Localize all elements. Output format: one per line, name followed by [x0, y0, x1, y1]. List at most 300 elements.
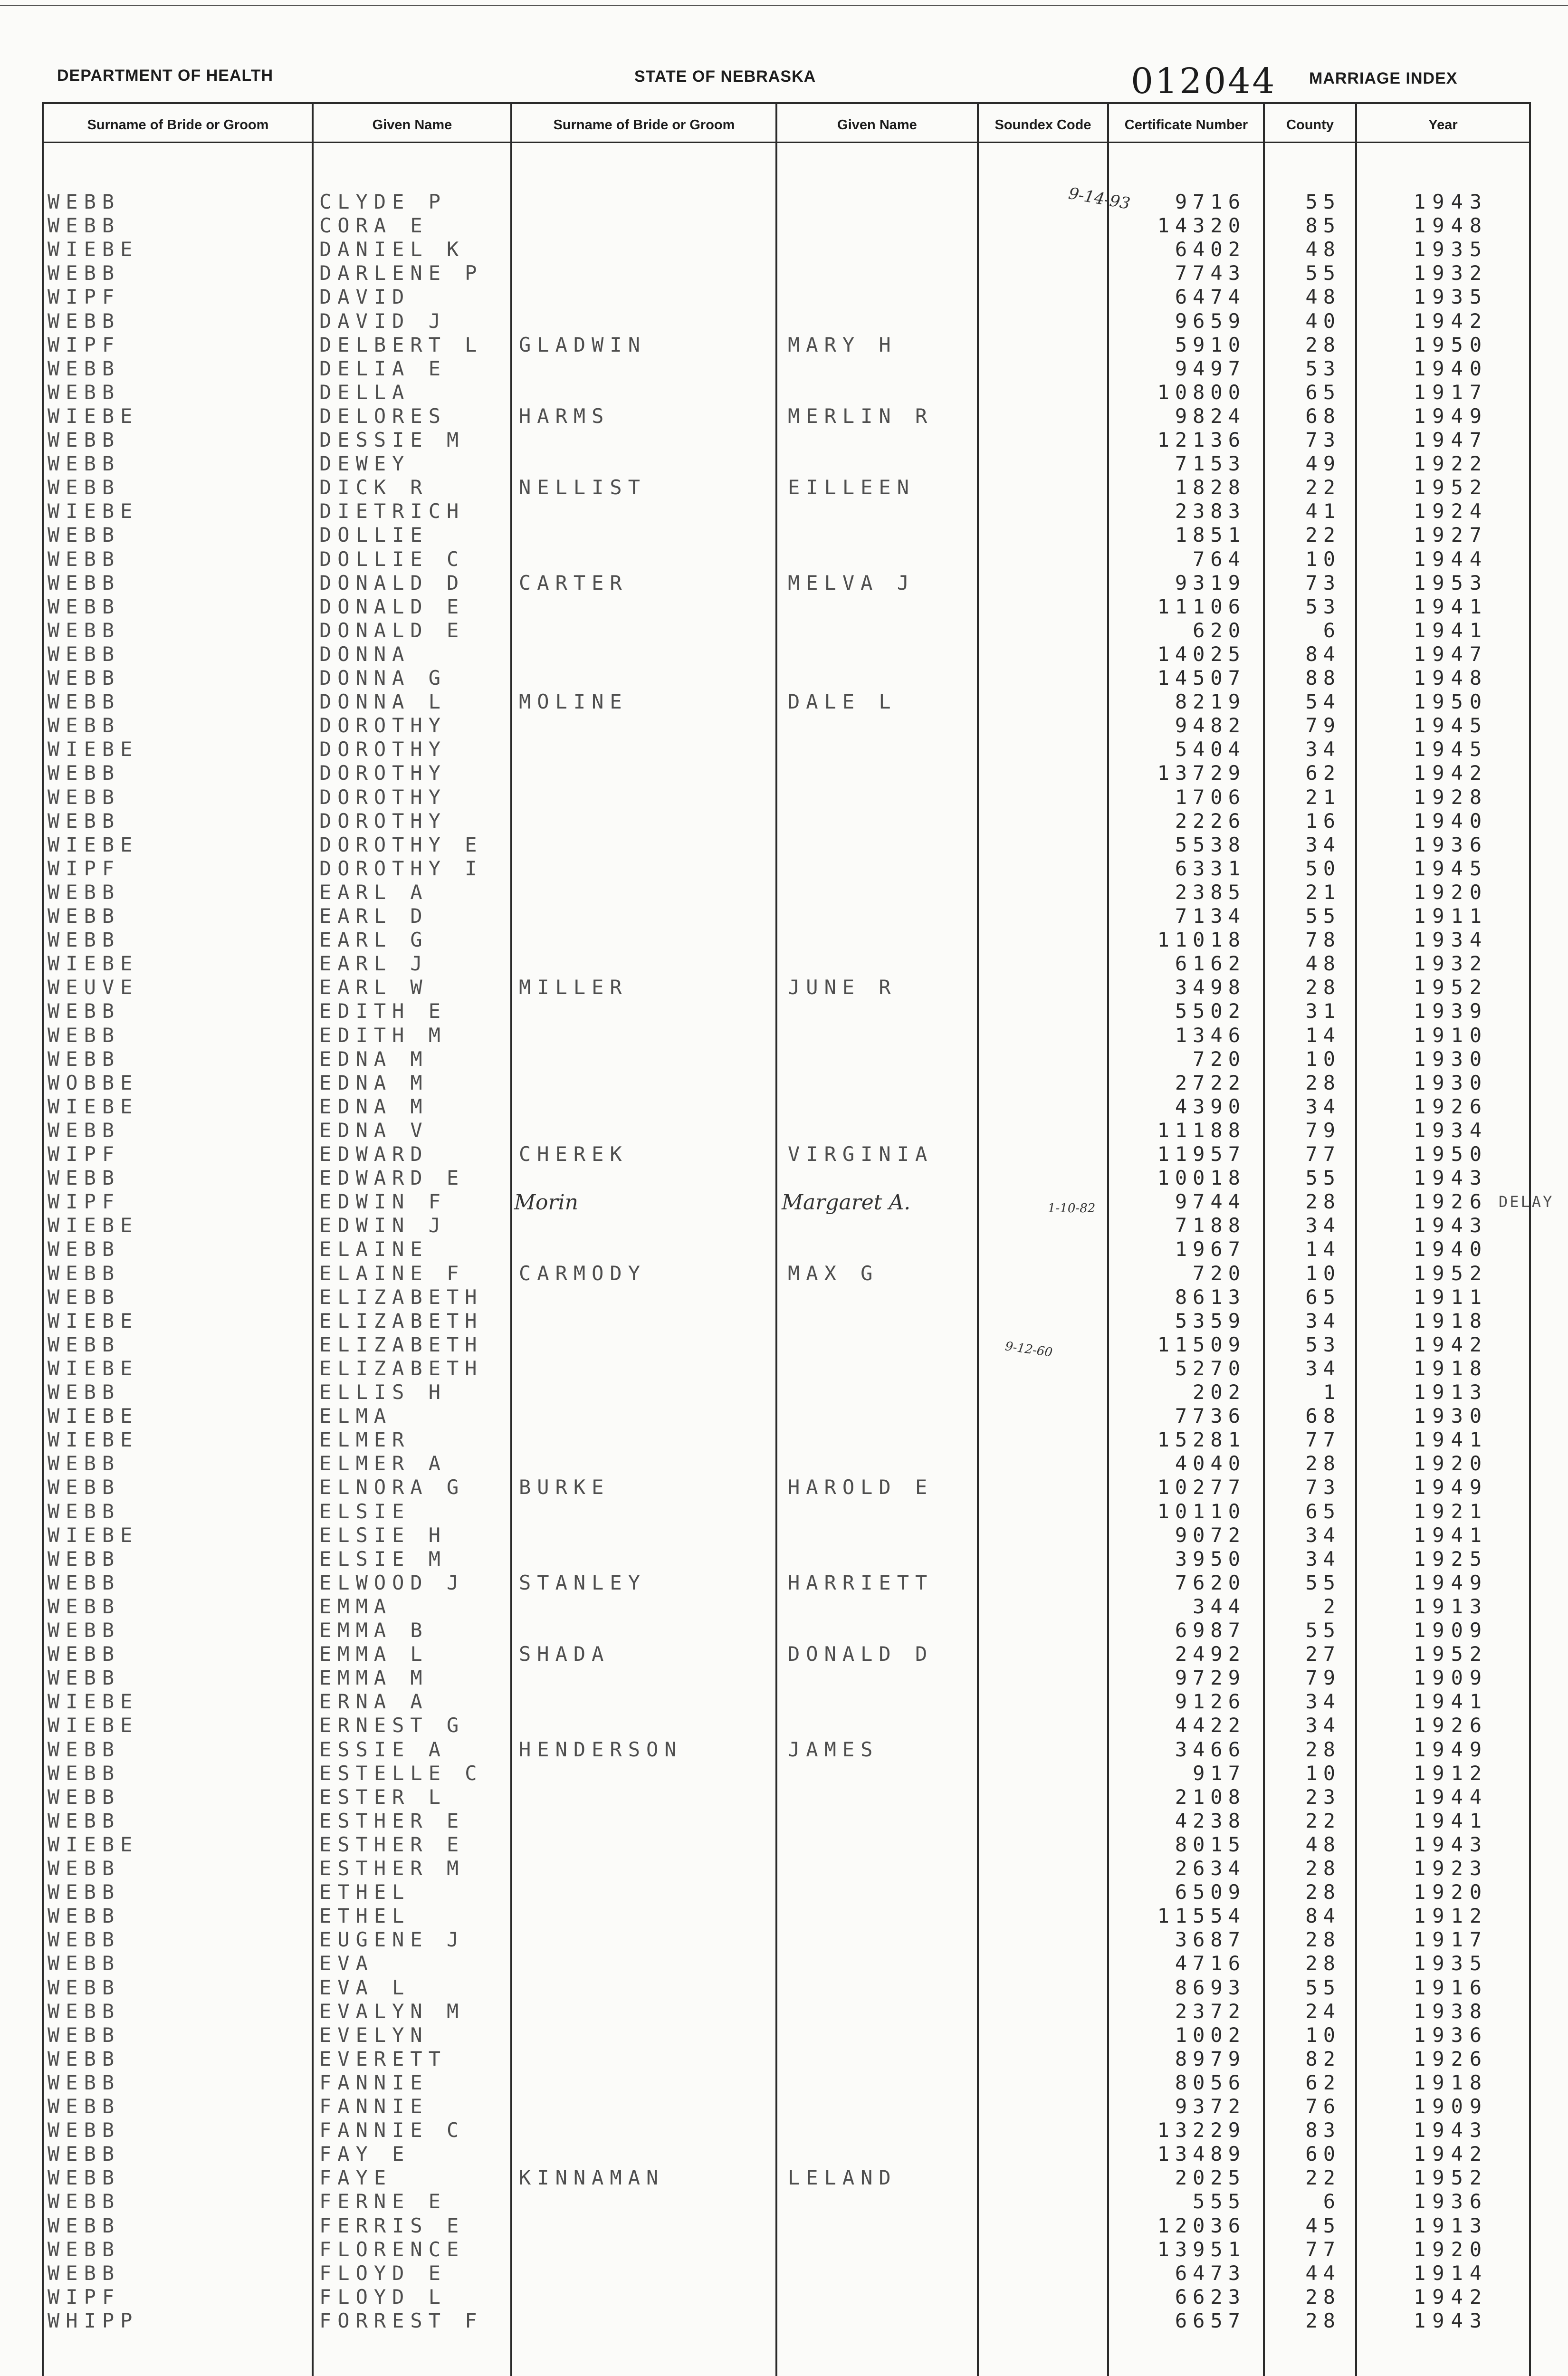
row-given-name: DESSIE M	[319, 428, 465, 451]
table-row	[0, 238, 1568, 261]
row-surname: WEBB	[48, 1262, 121, 1285]
row-certificate-number: 9659	[1175, 309, 1246, 333]
row-given-name: EARL J	[319, 952, 429, 975]
row-surname: WIEBE	[48, 1214, 139, 1237]
table-row	[0, 881, 1568, 904]
row-year: 1952	[1414, 976, 1489, 999]
row-certificate-number: 7188	[1175, 1214, 1246, 1237]
row-year: 1942	[1414, 2142, 1489, 2165]
row-certificate-number: 9729	[1175, 1666, 1246, 1689]
table-row	[0, 1857, 1568, 1880]
row-spouse-surname: NELLIST	[519, 476, 647, 499]
row-given-name: FAYE	[319, 2166, 392, 2189]
row-certificate-number: 4238	[1175, 1809, 1246, 1832]
row-certificate-number: 9716	[1175, 190, 1246, 213]
row-given-name: EDNA M	[319, 1047, 429, 1071]
row-county: 28	[1305, 2285, 1341, 2309]
table-row	[0, 1880, 1568, 1904]
row-certificate-number: 1967	[1175, 1237, 1246, 1261]
table-row	[0, 1166, 1568, 1190]
row-year: 1945	[1414, 857, 1489, 880]
row-certificate-number: 1002	[1175, 2023, 1246, 2047]
row-given-name: EARL W	[319, 976, 429, 999]
table-row	[0, 1119, 1568, 1142]
row-spouse-surname: GLADWIN	[519, 333, 647, 356]
row-given-name: DONNA L	[319, 690, 447, 713]
row-year: 1913	[1414, 2214, 1489, 2237]
table-row	[0, 1357, 1568, 1380]
row-county: 48	[1305, 1833, 1341, 1856]
row-certificate-number: 10800	[1157, 381, 1246, 404]
table-row	[0, 499, 1568, 523]
row-surname: WEBB	[48, 2047, 121, 2070]
table-row	[0, 428, 1568, 452]
row-year: 1927	[1414, 523, 1489, 546]
row-surname: WEBB	[48, 619, 121, 642]
table-row	[0, 523, 1568, 547]
row-surname: WIPF	[48, 333, 121, 356]
row-spouse-surname: BURKE	[519, 1475, 610, 1499]
row-surname: WEBB	[48, 1762, 121, 1785]
row-year: 1953	[1414, 571, 1489, 594]
row-county: 6	[1323, 2190, 1341, 2213]
row-surname: WEBB	[48, 786, 121, 809]
row-given-name: EDITH M	[319, 1024, 447, 1047]
row-certificate-number: 4716	[1175, 1952, 1246, 1975]
row-year: 1940	[1414, 809, 1489, 833]
row-surname: WEBB	[48, 1738, 121, 1761]
row-spouse-given-name: LELAND	[788, 2166, 897, 2189]
row-certificate-number: 11188	[1157, 1119, 1246, 1142]
row-given-name: ESTHER E	[319, 1809, 465, 1832]
row-given-name: DANIEL K	[319, 238, 465, 261]
row-year: 1941	[1414, 595, 1489, 618]
row-given-name: ELMER	[319, 1428, 411, 1451]
row-given-name: DAVID J	[319, 309, 447, 333]
table-row	[0, 928, 1568, 952]
table-row	[0, 1952, 1568, 1975]
row-surname: WOBBE	[48, 1071, 139, 1094]
row-given-name: ELNORA G	[319, 1475, 465, 1499]
table-row	[0, 1237, 1568, 1261]
table-row	[0, 2190, 1568, 2213]
table-row	[0, 1762, 1568, 1785]
table-row	[0, 666, 1568, 690]
row-county: 28	[1305, 1190, 1341, 1213]
header-rule	[512, 142, 776, 143]
row-year: 1916	[1414, 1976, 1489, 1999]
row-surname: WEBB	[48, 523, 121, 546]
row-given-name: EDITH E	[319, 999, 447, 1023]
row-county: 48	[1305, 952, 1341, 975]
table-row	[0, 1095, 1568, 1119]
table-row	[0, 1833, 1568, 1857]
row-surname: WEBB	[48, 2238, 121, 2261]
row-year: 1952	[1414, 2166, 1489, 2189]
row-county: 55	[1305, 190, 1341, 213]
row-spouse-given-name: DALE L	[788, 690, 897, 713]
row-certificate-number: 8219	[1175, 690, 1246, 713]
col-header-surname-1: Surname of Bride or Groom	[87, 117, 269, 133]
row-county: 40	[1305, 309, 1341, 333]
row-given-name: FERNE E	[319, 2190, 447, 2213]
row-year: 1939	[1414, 999, 1489, 1023]
row-surname: WEBB	[48, 928, 121, 951]
row-year: 1940	[1414, 1237, 1489, 1261]
table-row	[0, 1333, 1568, 1357]
row-certificate-number: 14320	[1157, 214, 1246, 237]
row-given-name: FAY E	[319, 2142, 411, 2165]
row-surname: WEBB	[48, 1166, 121, 1189]
row-surname: WEBB	[48, 1380, 121, 1404]
table-row	[0, 1024, 1568, 1047]
row-given-name: DOROTHY E	[319, 833, 483, 856]
row-given-name: ELIZABETH	[319, 1285, 483, 1309]
row-certificate-number: 13489	[1157, 2142, 1246, 2165]
row-surname: WHIPP	[48, 2309, 139, 2332]
row-surname: WEBB	[48, 190, 121, 213]
row-county: 14	[1305, 1237, 1341, 1261]
row-surname: WIEBE	[48, 1714, 139, 1737]
row-given-name: EDNA M	[319, 1071, 429, 1094]
row-county: 34	[1305, 1523, 1341, 1547]
table-row	[0, 2118, 1568, 2142]
table-row	[0, 1047, 1568, 1071]
row-county: 28	[1305, 1952, 1341, 1975]
table-row	[0, 1380, 1568, 1404]
row-county: 55	[1305, 1976, 1341, 1999]
row-surname: WEBB	[48, 2118, 121, 2142]
row-certificate-number: 6402	[1175, 238, 1246, 261]
row-county: 48	[1305, 285, 1341, 308]
row-year: 1945	[1414, 738, 1489, 761]
row-county: 22	[1305, 2166, 1341, 2189]
row-surname: WEBB	[48, 452, 121, 475]
row-certificate-number: 9824	[1175, 404, 1246, 428]
row-certificate-number: 7620	[1175, 1571, 1246, 1594]
row-certificate-number: 720	[1193, 1047, 1246, 1071]
row-surname: WEBB	[48, 1928, 121, 1951]
row-spouse-surname: MOLINE	[519, 690, 628, 713]
row-surname: WEBB	[48, 1285, 121, 1309]
row-certificate-number: 10110	[1157, 1500, 1246, 1523]
row-county: 65	[1305, 381, 1341, 404]
row-certificate-number: 6331	[1175, 857, 1246, 880]
row-surname: WEBB	[48, 1857, 121, 1880]
row-given-name: DARLENE P	[319, 261, 483, 285]
row-county: 28	[1305, 1928, 1341, 1951]
row-certificate-number: 12036	[1157, 2214, 1246, 2237]
row-year: 1926	[1414, 1095, 1489, 1118]
row-county: 82	[1305, 2047, 1341, 2070]
row-certificate-number: 8015	[1175, 1833, 1246, 1856]
row-certificate-number: 8056	[1175, 2071, 1246, 2094]
row-spouse-given-name: HAROLD E	[788, 1475, 934, 1499]
row-given-name: DONNA G	[319, 666, 447, 690]
row-given-name: DELORES	[319, 404, 447, 428]
row-surname: WEBB	[48, 2261, 121, 2285]
row-certificate-number: 2372	[1175, 2000, 1246, 2023]
row-given-name: EARL A	[319, 881, 429, 904]
row-certificate-number: 7743	[1175, 261, 1246, 285]
row-certificate-number: 6162	[1175, 952, 1246, 975]
row-given-name: EMMA B	[319, 1619, 429, 1642]
row-county: 44	[1305, 2261, 1341, 2285]
row-given-name: ESTHER M	[319, 1857, 465, 1880]
table-row	[0, 714, 1568, 738]
index-title: MARRIAGE INDEX	[1309, 69, 1458, 87]
row-county: 77	[1305, 1428, 1341, 1451]
row-certificate-number: 13729	[1157, 761, 1246, 785]
row-given-name: EDNA V	[319, 1119, 429, 1142]
row-surname: WEBB	[48, 1452, 121, 1475]
row-surname: WEBB	[48, 1547, 121, 1571]
row-county: 10	[1305, 1762, 1341, 1785]
table-row	[0, 2142, 1568, 2166]
row-year: 1943	[1414, 1214, 1489, 1237]
row-given-name: ESTER L	[319, 1785, 447, 1809]
header-rule	[777, 142, 977, 143]
row-given-name: EARL G	[319, 928, 429, 951]
row-surname: WEBB	[48, 666, 121, 690]
row-year: 1911	[1414, 1285, 1489, 1309]
row-given-name: DOROTHY	[319, 714, 447, 737]
row-county: 22	[1305, 523, 1341, 546]
row-county: 34	[1305, 1214, 1341, 1237]
table-row	[0, 1809, 1568, 1833]
row-certificate-number: 9319	[1175, 571, 1246, 594]
row-year: 1914	[1414, 2261, 1489, 2285]
row-certificate-number: 917	[1193, 1762, 1246, 1785]
row-year: 1913	[1414, 1380, 1489, 1404]
table-row	[0, 2238, 1568, 2261]
row-given-name: ELSIE	[319, 1500, 411, 1523]
row-year: 1944	[1414, 547, 1489, 571]
row-given-name: DOROTHY	[319, 809, 447, 833]
row-county: 21	[1305, 881, 1341, 904]
row-given-name: DIETRICH	[319, 499, 465, 523]
row-surname: WIEBE	[48, 238, 139, 261]
table-row	[0, 1523, 1568, 1547]
table-row	[0, 904, 1568, 928]
row-year: 1912	[1414, 1762, 1489, 1785]
row-county: 60	[1305, 2142, 1341, 2165]
row-certificate-number: 5538	[1175, 833, 1246, 856]
table-row	[0, 261, 1568, 285]
row-year: 1950	[1414, 690, 1489, 713]
row-certificate-number: 14507	[1157, 666, 1246, 690]
delay-stamp: DELAY	[1499, 1193, 1554, 1211]
table-row	[0, 1619, 1568, 1642]
row-certificate-number: 720	[1193, 1262, 1246, 1285]
table-row	[0, 190, 1568, 214]
row-surname: WEBB	[48, 1024, 121, 1047]
col-header-given-2: Given Name	[837, 117, 917, 133]
row-given-name: CLYDE P	[319, 190, 447, 213]
table-row	[0, 285, 1568, 309]
row-county: 2	[1323, 1595, 1341, 1618]
row-year: 1920	[1414, 1880, 1489, 1904]
row-surname: WEBB	[48, 999, 121, 1023]
table-row	[0, 1642, 1568, 1666]
row-surname: WIEBE	[48, 1357, 139, 1380]
col-header-surname-2: Surname of Bride or Groom	[553, 117, 735, 133]
row-county: 28	[1305, 2309, 1341, 2332]
header-rule	[979, 142, 1107, 143]
row-surname: WEBB	[48, 428, 121, 451]
row-given-name: DONALD E	[319, 619, 465, 642]
row-year: 1922	[1414, 452, 1489, 475]
row-year: 1930	[1414, 1047, 1489, 1071]
row-surname: WEBB	[48, 309, 121, 333]
row-given-name: ERNA A	[319, 1690, 429, 1713]
row-year: 1910	[1414, 1024, 1489, 1047]
row-year: 1917	[1414, 381, 1489, 404]
row-year: 1945	[1414, 714, 1489, 737]
row-surname: WEBB	[48, 1595, 121, 1618]
row-year: 1930	[1414, 1071, 1489, 1094]
row-certificate-number: 2025	[1175, 2166, 1246, 2189]
row-certificate-number: 6657	[1175, 2309, 1246, 2332]
row-county: 34	[1305, 1309, 1341, 1332]
row-surname: WEBB	[48, 476, 121, 499]
table-row	[0, 1928, 1568, 1952]
row-county: 28	[1305, 976, 1341, 999]
row-year: 1932	[1414, 952, 1489, 975]
row-given-name: ELLIS H	[319, 1380, 447, 1404]
row-certificate-number: 1706	[1175, 786, 1246, 809]
row-surname: WIEBE	[48, 404, 139, 428]
row-surname: WEBB	[48, 261, 121, 285]
row-county: 55	[1305, 1619, 1341, 1642]
row-given-name: DOROTHY I	[319, 857, 483, 880]
row-county: 77	[1305, 1142, 1341, 1166]
row-given-name: CORA E	[319, 214, 429, 237]
row-given-name: ELIZABETH	[319, 1333, 483, 1356]
row-county: 53	[1305, 357, 1341, 380]
header-rule	[314, 142, 511, 143]
table-row	[0, 1475, 1568, 1499]
row-certificate-number: 15281	[1157, 1428, 1246, 1451]
row-year: 1928	[1414, 786, 1489, 809]
row-year: 1936	[1414, 2023, 1489, 2047]
row-certificate-number: 1346	[1175, 1024, 1246, 1047]
row-certificate-number: 764	[1193, 547, 1246, 571]
row-surname: WEBB	[48, 1976, 121, 1999]
row-given-name: EMMA L	[319, 1642, 429, 1666]
table-row	[0, 1690, 1568, 1714]
table-top-border	[43, 102, 1530, 104]
row-certificate-number: 202	[1193, 1380, 1246, 1404]
row-year: 1909	[1414, 2095, 1489, 2118]
row-given-name: EDWARD E	[319, 1166, 465, 1189]
row-certificate-number: 4422	[1175, 1714, 1246, 1737]
table-row	[0, 952, 1568, 976]
row-county: 48	[1305, 238, 1341, 261]
row-certificate-number: 5502	[1175, 999, 1246, 1023]
table-row	[0, 547, 1568, 571]
row-county: 85	[1305, 214, 1341, 237]
row-county: 50	[1305, 857, 1341, 880]
row-certificate-number: 5404	[1175, 738, 1246, 761]
col-header-year: Year	[1428, 117, 1458, 133]
row-certificate-number: 9372	[1175, 2095, 1246, 2118]
row-given-name: EVERETT	[319, 2047, 447, 2070]
row-year: 1926	[1414, 2047, 1489, 2070]
row-certificate-number: 2385	[1175, 881, 1246, 904]
row-spouse-given-name: JAMES	[788, 1738, 879, 1761]
row-county: 45	[1305, 2214, 1341, 2237]
row-year: 1918	[1414, 2071, 1489, 2094]
row-certificate-number: 10018	[1157, 1166, 1246, 1189]
row-county: 10	[1305, 1262, 1341, 1285]
table-row	[0, 1666, 1568, 1690]
row-year: 1943	[1414, 2309, 1489, 2332]
row-given-name: DELLA	[319, 381, 411, 404]
row-surname: WEBB	[48, 1952, 121, 1975]
row-certificate-number: 5359	[1175, 1309, 1246, 1332]
row-surname: WEBB	[48, 2142, 121, 2165]
department-label: DEPARTMENT OF HEALTH	[57, 67, 274, 85]
row-given-name: FANNIE	[319, 2095, 429, 2118]
row-spouse-surname: KINNAMAN	[519, 2166, 665, 2189]
table-row	[0, 1452, 1568, 1475]
table-row	[0, 595, 1568, 619]
row-county: 73	[1305, 1475, 1341, 1499]
row-surname: WEBB	[48, 1500, 121, 1523]
row-certificate-number: 9072	[1175, 1523, 1246, 1547]
table-row	[0, 976, 1568, 999]
row-certificate-number: 2722	[1175, 1071, 1246, 1094]
row-spouse-surname: CARTER	[519, 571, 628, 594]
row-given-name: EVALYN M	[319, 2000, 465, 2023]
table-row	[0, 1738, 1568, 1762]
row-given-name: EMMA M	[319, 1666, 429, 1689]
row-certificate-number: 11018	[1157, 928, 1246, 951]
table-row	[0, 309, 1568, 333]
row-given-name: EVELYN	[319, 2023, 429, 2047]
row-certificate-number: 4390	[1175, 1095, 1246, 1118]
table-row	[0, 999, 1568, 1023]
row-certificate-number: 6623	[1175, 2285, 1246, 2309]
row-year: 1941	[1414, 619, 1489, 642]
row-surname: WEBB	[48, 761, 121, 785]
row-surname: WEBB	[48, 2000, 121, 2023]
row-certificate-number: 3687	[1175, 1928, 1246, 1951]
row-county: 55	[1305, 1166, 1341, 1189]
row-year: 1924	[1414, 499, 1489, 523]
row-given-name: EVA L	[319, 1976, 411, 1999]
table-row	[0, 1547, 1568, 1571]
row-county: 55	[1305, 1571, 1341, 1594]
row-year: 1909	[1414, 1666, 1489, 1689]
row-certificate-number: 2634	[1175, 1857, 1246, 1880]
row-certificate-number: 6474	[1175, 285, 1246, 308]
col-header-soundex: Soundex Code	[994, 117, 1091, 133]
row-year: 1912	[1414, 1904, 1489, 1927]
row-surname: WIEBE	[48, 833, 139, 856]
row-surname: WIEBE	[48, 1523, 139, 1547]
table-row	[0, 2023, 1568, 2047]
row-certificate-number: 5270	[1175, 1357, 1246, 1380]
table-row	[0, 333, 1568, 357]
table-row	[0, 357, 1568, 381]
row-year: 1935	[1414, 285, 1489, 308]
row-county: 34	[1305, 833, 1341, 856]
row-given-name: ESTHER E	[319, 1833, 465, 1856]
row-surname: WIEBE	[48, 738, 139, 761]
row-county: 16	[1305, 809, 1341, 833]
